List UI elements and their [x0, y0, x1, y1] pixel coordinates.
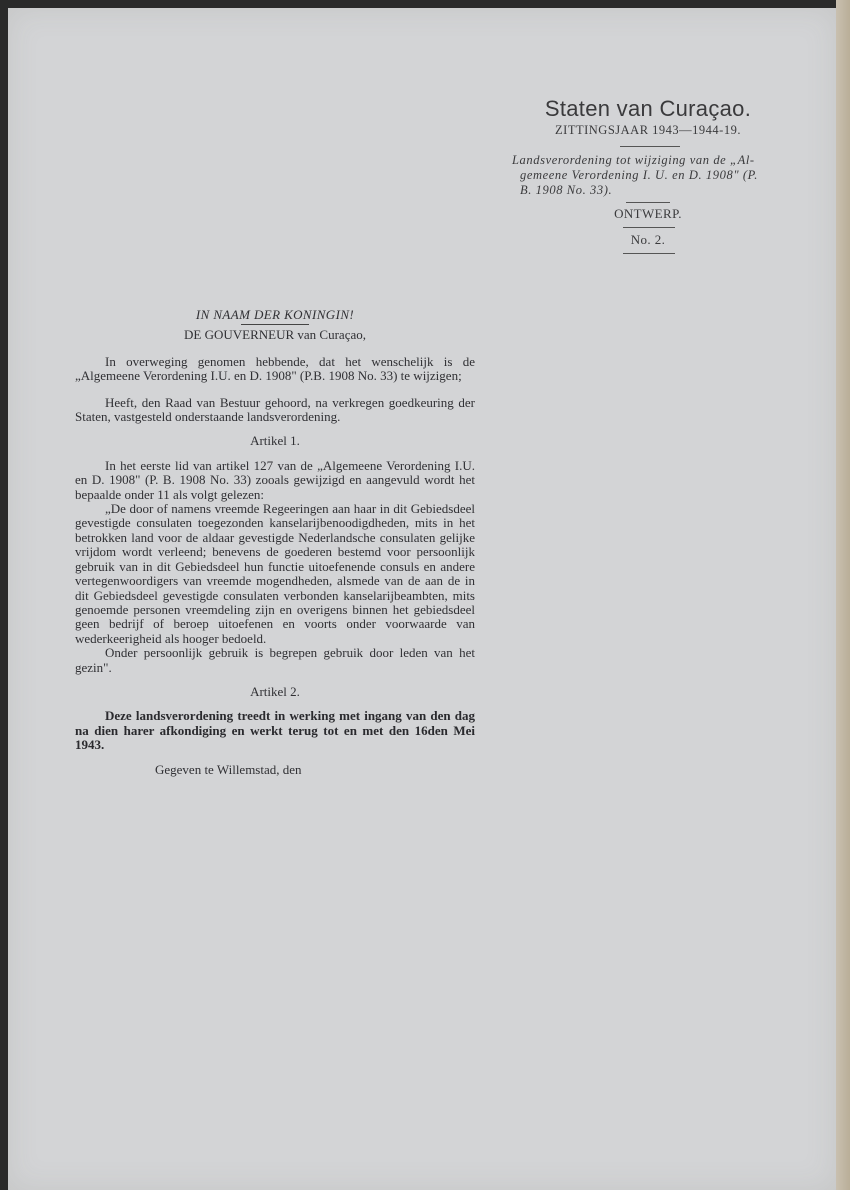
governor-line: DE GOUVERNEUR van Curaçao, [184, 327, 366, 343]
divider [620, 146, 680, 147]
draft-label: ONTWERP. [614, 206, 682, 221]
document-page [8, 8, 836, 1190]
session-year: ZITTINGSJAAR 1943—1944-19. [555, 123, 741, 137]
article-2-paragraph: Deze landsverordening treedt in werking met ingang van den dag na dien harer afkondiging en werkt terug tot en met den 16den Mei 1943. [75, 708, 475, 753]
article-1-heading: Artikel 1. [250, 433, 300, 449]
subject-line: gemeene Verordening I. U. en D. 1908" (P. [520, 168, 759, 182]
ordinance-subject [508, 153, 802, 198]
page-edge [836, 0, 850, 1190]
article-1-paragraph: In het eerste lid van artikel 127 van de „Algemeene Verordening I.U. en D. 1908" (P. B. 1908 No. 33) zooals gewijzigd en aangevuld wordt het bepaalde onder 11 als volgt gelezen: [75, 457, 475, 502]
ordinance-body [75, 308, 475, 777]
enactment-paragraph: Heeft, den Raad van Bestuur gehoord, na verkregen goedkeuring der Staten, vastgesteld onderstaande landsverordening. [75, 394, 475, 425]
article-2-heading: Artikel 2. [250, 683, 300, 699]
proclamation: IN NAAM DER KONINGIN! [195, 307, 355, 322]
consideration-paragraph: In overweging genomen hebbende, dat het wenschelijk is de „Algemeene Verordening I.U. en D. 1908" (P.B. 1908 No. 33) te wijzigen; [75, 353, 475, 384]
divider [626, 202, 670, 203]
given-at-line: Gegeven te Willemstad, den [155, 761, 302, 777]
subject-line: B. 1908 No. 33). [520, 183, 613, 197]
article-1-paragraph: „De door of namens vreemde Regeeringen aan haar in dit Gebiedsdeel gevestigde consulaten toegezonden kanselarijbenoodigdheden, mits in het betrokken land voor de aldaar gevestigde Nederlandsche consulaten gelijke vrijdom wordt verleend; benevens de goederen bestemd voor persoonlijk gebruik van in dit Gebiedsdeel hun functie uitoefenende consuls en andere vertegenwoordigers van vreemde mogendheden, alsmede van de aan de in dit Gebiedsdeel gevestigde consulaten verbonden kanselarijbeambten, mits genoemde personen vreemdeling zijn en overigens binnen het gebiedsdeel geen bedrijf of beroep uitoefenen en voorts onder voorwaarde van wederkeerigheid als hooger bedoeld. [75, 501, 475, 646]
subject-line: Landsverordening tot wijziging van de „Al- [512, 153, 755, 167]
article-1-paragraph: Onder persoonlijk gebruik is begrepen gebruik door leden van het gezin". [75, 645, 475, 675]
divider [241, 324, 309, 325]
divider [623, 227, 675, 228]
document-number: No. 2. [630, 232, 666, 247]
assembly-title: Staten van Curaçao. [544, 96, 752, 121]
divider [623, 253, 675, 254]
document-header [508, 96, 808, 254]
